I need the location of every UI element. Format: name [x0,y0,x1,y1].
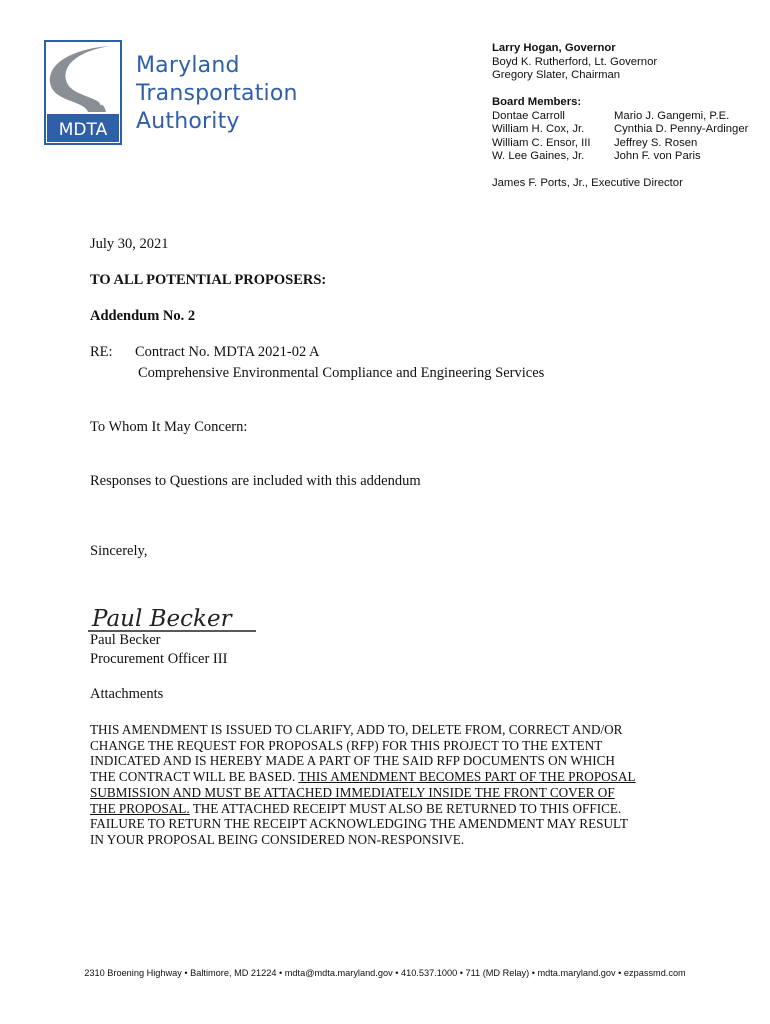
logo-line-1: Maryland [136,53,240,78]
board-member: Mario J. Gangemi, P.E. [614,109,730,122]
board-member: Dontae Carroll [492,109,565,122]
lt-governor: Boyd K. Rutherford, Lt. Governor [492,55,658,68]
notice-line: IN YOUR PROPOSAL BEING CONSIDERED NON-RESPONSIVE. [90,831,465,847]
notice-text: THE ATTACHED RECEIPT MUST ALSO BE RETURNED TO THIS OFFICE. [189,800,622,816]
closing: Sincerely, [90,543,148,559]
officials-block [492,42,762,83]
board-member: John F. von Paris [614,150,701,162]
board-member: William H. Cox, Jr. [492,123,585,135]
chairman: Gregory Slater, Chairman [492,69,621,81]
board-members [492,96,762,164]
notice-line: CHANGE THE REQUEST FOR PROPOSALS (RFP) FOR THIS PROJECT TO THE EXTENT [90,737,603,753]
governor: Larry Hogan, Governor [492,42,616,54]
notice-line [90,769,690,785]
signature-script: Paul Becker [92,606,232,632]
notice-line: FAILURE TO RETURN THE RECEIPT ACKNOWLEDGING THE AMENDMENT MAY RESULT [90,816,628,832]
re-subject: Comprehensive Environmental Compliance and Engineering Services [138,365,545,381]
notice-line [90,801,690,817]
notice-underlined-text: THE PROPOSAL. [90,800,190,816]
addendum-number: Addendum No. 2 [90,308,196,324]
board-title: Board Members: [492,96,582,108]
body-text: Responses to Questions are included with this addendum [90,473,421,489]
logo-line-3: Authority [136,109,240,134]
attachments-label: Attachments [90,686,164,702]
salutation-header: TO ALL POTENTIAL PROPOSERS: [90,272,327,288]
amendment-notice [90,722,690,848]
mdta-road-logo-icon [44,40,124,146]
signer-title: Procurement Officer III [90,651,228,667]
footer-contact: 2310 Broening Highway • Baltimore, MD 21224 • mdta@mdta.maryland.gov • 410.537.1000 • 711 (MD Relay) • mdta.maryland.gov • ezpassmd.com [84,968,686,978]
notice-underlined-line: SUBMISSION AND MUST BE ATTACHED IMMEDIATELY INSIDE THE FRONT COVER OF [90,784,615,800]
notice-line: THIS AMENDMENT IS ISSUED TO CLARIFY, ADD TO, DELETE FROM, CORRECT AND/OR [90,722,623,737]
re-contract: Contract No. MDTA 2021-02 A [135,344,320,360]
signer-name: Paul Becker [90,632,161,648]
executive-director: James F. Ports, Jr., Executive Director [492,177,683,189]
board-member: W. Lee Gaines, Jr. [492,150,585,162]
notice-line: INDICATED AND IS HEREBY MADE A PART OF THE SAID RFP DOCUMENTS ON WHICH [90,753,615,769]
board-member: Jeffrey S. Rosen [614,136,698,149]
board-member: William C. Ensor, III [492,136,591,149]
notice-text: THE CONTRACT WILL BE BASED. [90,769,299,785]
letter-date: July 30, 2021 [90,236,169,252]
handwritten-signature [88,598,258,634]
board-column-2 [614,109,749,164]
logo-line-2: Transportation [136,81,298,106]
mdta-logo [44,40,298,150]
re-label: RE: [90,344,113,360]
logo-abbr: MDTA [58,120,108,140]
greeting: To Whom It May Concern: [90,419,248,435]
notice-underlined-text: THIS AMENDMENT BECOMES PART OF THE PROPOSAL [298,769,636,785]
board-column-1 [492,110,614,164]
logo-wordmark [136,52,298,136]
board-member: Cynthia D. Penny-Ardinger [614,123,749,135]
